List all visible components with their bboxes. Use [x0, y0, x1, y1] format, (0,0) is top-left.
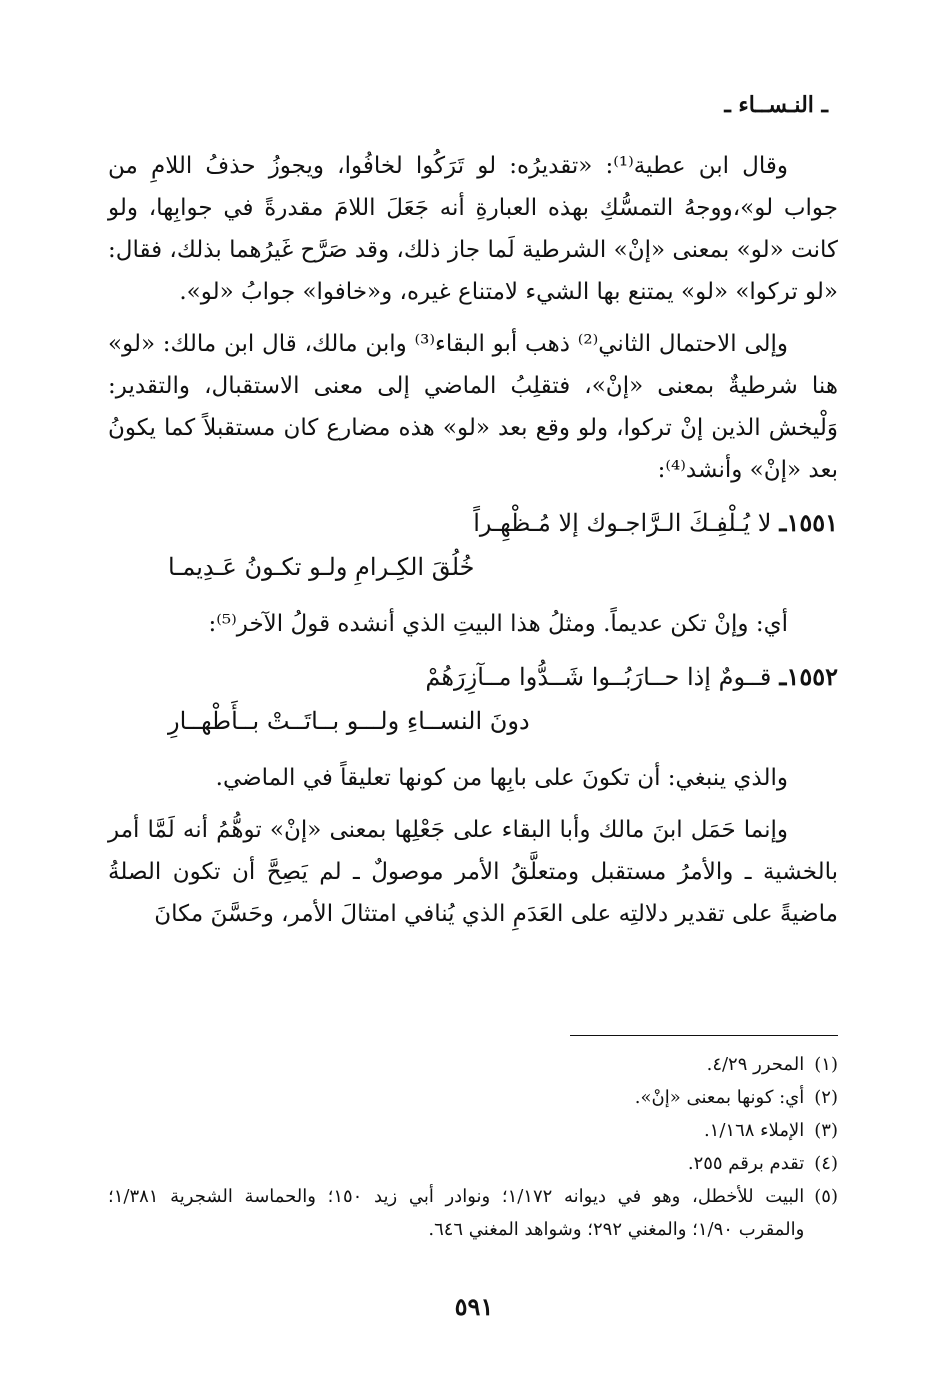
main-text: [108, 145, 838, 945]
page-number: ٥٩١: [454, 1292, 494, 1321]
footnote-number: (٥): [814, 1186, 838, 1207]
footnote-number: (٤): [814, 1153, 838, 1174]
verse-first-hemistich: لا يُـلْفِـكَ الـرَّاجـوك إلا مُـظْهِـراً: [473, 509, 772, 537]
paragraph-after-verse-1552: والذي ينبغي: أن تكونَ على بابِها من كونها تعليقاً في الماضي.: [215, 765, 788, 791]
verse-number: ١٥٥١ـ: [779, 508, 838, 537]
footnote-text: تقدم برقم ٢٥٥.: [687, 1153, 805, 1174]
verse-second-hemistich: دونَ النســاءِ ولـــو بــاتَــتْ بــأَطْهــارِ: [168, 707, 530, 735]
verse-second-hemistich: خُلُقَ الكِـرامِ ولـو تكـونُ عَـدِيمـا: [168, 553, 475, 581]
footnote-item: [108, 1180, 838, 1246]
footnote-text: المحرر ٤/٢٩.: [706, 1054, 805, 1075]
footnotes: [108, 1048, 838, 1246]
footnote-number: (١): [814, 1054, 838, 1075]
footnote-text: أي: كونها بمعنى «إنْ».: [634, 1087, 805, 1108]
footnote-item: [108, 1048, 838, 1081]
verse-first-hemistich: قــومٌ إذا حــارَبُــوا شَــدُّوا مــآزِرَهُمْ: [425, 663, 772, 691]
verse-first-line: [108, 655, 838, 699]
paragraph-ibn-atiyya: وقال ابن عطية⁽¹⁾: «تقديرُه: لو تَرَكُوا لخافُوا، ويجوزُ حذفُ اللامِ من جواب لو»،ووجهُ التمسُّكِ بهذه العبارةِ أنه جَعَلَ اللامَ مقدرةً في جوابِها، ولو كانت «لو» بمعنى «إنْ» الشرطية لَما جاز ذلك، وقد صَرَّح غَيرُهما بذلك، فقال: «لو تركوا» «لو» يمتنع بها الشيء لامتناع غيره، و«خافوا» جوابُ «لو».: [108, 153, 838, 305]
footnote-item: [108, 1147, 838, 1180]
paragraph-final: وإنما حَمَل ابنَ مالك وأبا البقاء على جَعْلِها بمعنى «إنْ» توهُّمُ أنه لَمَّا أمر بالخشية ـ والأمرُ مستقبل ومتعلَّقُ الأمر موصولٌ ـ لم يَصِحَّ أن تكون الصلةُ ماضيةً على تقدير دلالتِه على العَدَمِ الذي يُنافي امتثالَ الأمر، وحَسَّنَ مكانَ: [108, 817, 838, 927]
footnote-item: [108, 1114, 838, 1147]
footnote-text: البيت للأخطل، وهو في ديوانه ١/١٧٢؛ ونوادر أبي زيد ١٥٠؛ والحماسة الشجرية ١/٣٨١؛ والمقرب ١/٩٠؛ والمغني ٢٩٢؛ وشواهد المغني ٦٤٦.: [108, 1186, 805, 1240]
paragraph-second-possibility: وإلى الاحتمال الثاني⁽²⁾ ذهب أبو البقاء⁽³⁾ وابن مالك، قال ابن مالك: «لو» هنا شرطيةٌ بمعنى «إنْ»، فتقلِبُ الماضي إلى معنى الاستقبال، والتقدير: وَلْيخش الذين إنْ تركوا، ولو وقع بعد «لو» هذه مضارع كان مستقبلاً كما يكونُ بعد «إنْ» وأنشد⁽⁴⁾:: [108, 331, 838, 483]
verse-number: ١٥٥٢ـ: [779, 662, 838, 691]
verse-first-line: [108, 501, 838, 545]
running-header: ـ النـســاء ـ: [724, 92, 828, 118]
footnote-text: الإملاء ١/١٦٨.: [703, 1120, 805, 1141]
verse-1551: [108, 501, 838, 589]
footnote-item: [108, 1081, 838, 1114]
paragraph-after-verse-1551: أي: وإنْ تكن عديماً. ومثلُ هذا البيتِ الذي أنشده قولُ الآخر⁽⁵⁾:: [208, 611, 788, 637]
footnote-number: (٣): [814, 1120, 838, 1141]
footnote-number: (٢): [814, 1087, 838, 1108]
verse-1552: [108, 655, 838, 743]
footnote-divider: [570, 1035, 838, 1036]
